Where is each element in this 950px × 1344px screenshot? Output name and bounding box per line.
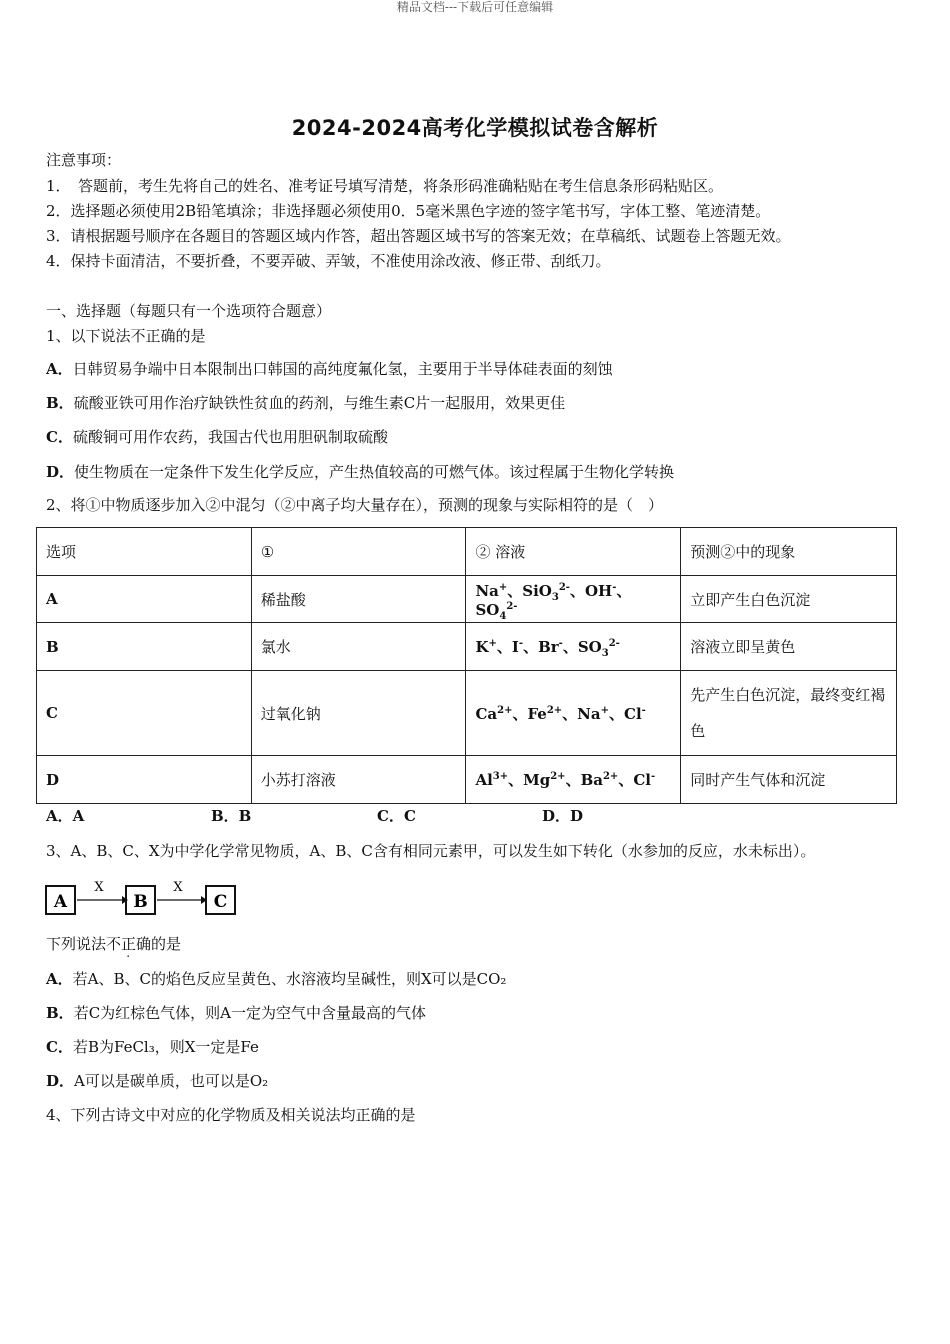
table-cell-option: B [37, 623, 252, 671]
table-header-cell: 选项 [37, 528, 252, 576]
node-label: A [53, 892, 68, 912]
table-header-cell: ② 溶液 [466, 528, 681, 576]
table-cell-reagent: 氯水 [251, 623, 466, 671]
table-cell-phenomenon: 同时产生气体和沉淀 [681, 756, 897, 804]
table-row [37, 623, 897, 671]
table-cell-option: D [37, 756, 252, 804]
option-label: A． [46, 360, 73, 378]
q2-stem: 2、将①中物质逐步加入②中混匀（②中离子均大量存在），预测的现象与实际相符的是（ ） [46, 496, 664, 514]
table-cell-reagent: 过氧化钠 [251, 671, 466, 756]
table-header-cell: ① [251, 528, 466, 576]
node-label: C [213, 892, 228, 912]
q3-option-c [46, 1037, 259, 1057]
option-label: D． [46, 463, 75, 481]
option-label: C． [46, 1038, 73, 1056]
q3-option-a [46, 969, 506, 989]
answer-option: C．C [377, 807, 416, 825]
table-cell-ions: $Ca^{2+}$、$Fe^{2+}$、Na+、Cl- [466, 671, 681, 756]
page-header-note: 精品文档---下载后可任意编辑 [396, 0, 554, 14]
q3-conversion-diagram [44, 878, 244, 918]
answer-option: A．A [46, 807, 85, 825]
q1-option-b [46, 393, 565, 413]
q3-option-d [46, 1071, 268, 1091]
sub-stem-suffix: 的是 [151, 935, 182, 953]
notice-item: 2．选择题必须使用2B铅笔填涂；非选择题必须使用0．5毫米黑色字迹的签字笔书写，字体工整、笔迹清楚。 [46, 202, 771, 220]
option-text: 若A、B、C的焰色反应呈黄色、水溶液均呈碱性，则X可以是CO₂ [72, 970, 507, 988]
q1-option-d [46, 462, 674, 482]
emphasis-text: 不正确 [106, 935, 152, 953]
option-text: 使生物质在一定条件下发生化学反应，产生热值较高的可燃气体。该过程属于生物化学转换 [74, 463, 675, 481]
q1-option-c [46, 427, 388, 447]
node-label: B [133, 892, 148, 912]
q3-stem: 3、A、B、C、X为中学化学常见物质，A、B、C含有相同元素甲，可以发生如下转化（水参加的反应，水未标出）。 [46, 842, 816, 860]
q1-option-a [46, 359, 613, 379]
q3-sub-stem [46, 934, 181, 954]
table-header-row [37, 528, 897, 576]
sub-stem-prefix: 下列说法 [46, 935, 107, 953]
q4-stem: 4、下列古诗文中对应的化学物质及相关说法均正确的是 [46, 1106, 416, 1124]
q3-option-b [46, 1003, 426, 1023]
notice-item: 3．请根据题号顺序在各题目的答题区域内作答，超出答题区域书写的答案无效；在草稿纸、试题卷上答题无效。 [46, 227, 791, 245]
table-cell-phenomenon: 立即产生白色沉淀 [681, 576, 897, 623]
option-label: B． [46, 394, 74, 412]
arrow-label: X [173, 880, 183, 895]
notice-heading: 注意事项： [46, 151, 122, 169]
section-heading: 一、选择题（每题只有一个选项符合题意） [46, 302, 332, 320]
notice-item: 1． 答题前，考生先将自己的姓名、准考证号填写清楚，将条形码准确粘贴在考生信息条形码粘贴区。 [46, 177, 724, 195]
table-cell-phenomenon: 先产生白色沉淀，最终变红褐色 [681, 671, 897, 756]
table-cell-ions: $Al^{3+}$、$Mg^{2+}$、$Ba^{2+}$、Cl- [466, 756, 681, 804]
table-row [37, 576, 897, 623]
table-cell-reagent: 小苏打溶液 [251, 756, 466, 804]
answer-option: D．D [542, 807, 584, 825]
option-text: 若B为FeCl₃，则X一定是Fe [72, 1038, 259, 1056]
answer-option: B．B [211, 807, 252, 825]
q2-table [36, 527, 897, 804]
table-cell-reagent: 稀盐酸 [251, 576, 466, 623]
notice-item: 4．保持卡面清洁，不要折叠，不要弄破、弄皱，不准使用涂改液、修正带、刮纸刀。 [46, 252, 611, 270]
option-label: A． [46, 970, 73, 988]
table-cell-option: A [37, 576, 252, 623]
page-title: 2024-2024高考化学模拟试卷含解析 [291, 116, 659, 140]
option-label: B． [46, 1004, 74, 1022]
option-text: 硫酸铜可用作农药，我国古代也用胆矾制取硫酸 [72, 428, 388, 446]
option-text: 若C为红棕色气体，则A一定为空气中含量最高的气体 [73, 1004, 426, 1022]
table-cell-option: C [37, 671, 252, 756]
option-text: 硫酸亚铁可用作治疗缺铁性贫血的药剂，与维生素C片一起服用，效果更佳 [73, 394, 566, 412]
table-cell-ions: Na+、SiO$_3^{2-}$、OH-、$SO_4^{2-}$ [466, 576, 681, 623]
option-text: A可以是碳单质，也可以是O₂ [74, 1072, 269, 1090]
table-row [37, 756, 897, 804]
table-header-cell: 预测②中的现象 [681, 528, 897, 576]
option-label: D． [46, 1072, 75, 1090]
option-label: C． [46, 428, 73, 446]
q1-stem: 1、以下说法不正确的是 [46, 327, 206, 345]
option-text: 日韩贸易争端中日本限制出口韩国的高纯度氟化氢，主要用于半导体硅表面的刻蚀 [72, 360, 613, 378]
table-cell-phenomenon: 溶液立即呈黄色 [681, 623, 897, 671]
table-row [37, 671, 897, 756]
table-cell-ions: K+、I-、Br-、$SO_3^{2-}$ [466, 623, 681, 671]
arrow-label: X [94, 880, 104, 895]
